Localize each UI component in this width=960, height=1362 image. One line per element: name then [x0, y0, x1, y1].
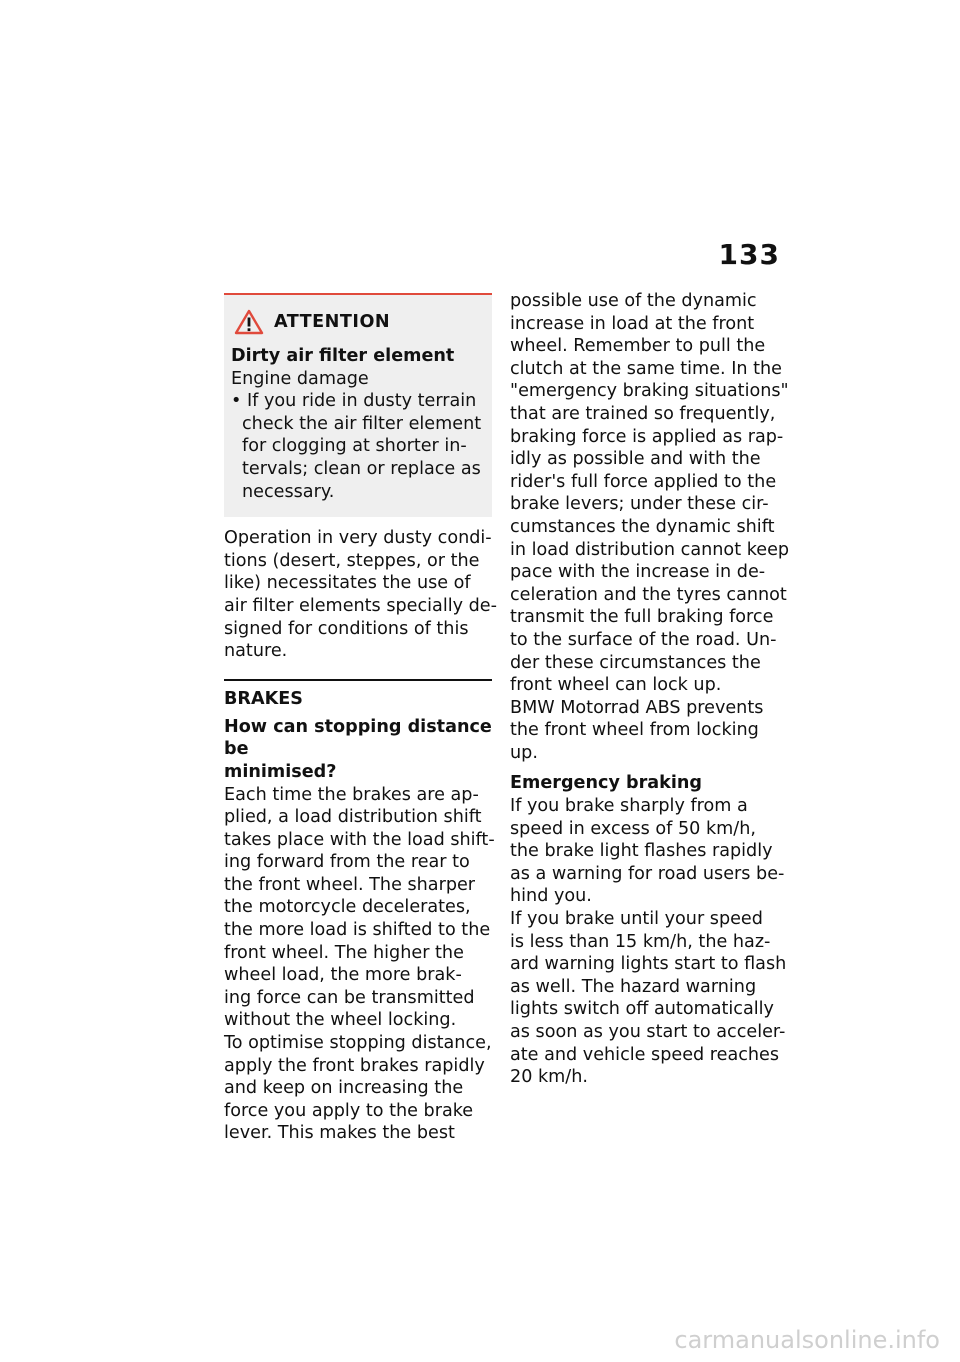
brakes-question [224, 716, 492, 784]
text-line: to the surface of the road. Un- [510, 629, 777, 650]
text-line: Each time the brakes are ap- [224, 784, 479, 805]
text-line: up. [510, 742, 538, 763]
text-line: apply the front brakes rapidly [224, 1055, 485, 1076]
text-line: Operation in very dusty condi- [224, 528, 492, 549]
text-line: transmit the full braking force [510, 607, 774, 628]
text-line: If you brake until your speed [510, 909, 763, 930]
text-line: ing force can be transmitted [224, 987, 475, 1008]
bullet-line: for clogging at shorter in- [242, 436, 467, 457]
text-line: lever. This makes the best [224, 1123, 455, 1144]
text-line: takes place with the load shift- [224, 829, 495, 850]
bullet-line: necessary. [242, 481, 335, 502]
text-line: celeration and the tyres cannot [510, 584, 787, 605]
text-line: force you apply to the brake [224, 1100, 474, 1121]
bullet-line: check the air filter element [242, 413, 482, 434]
emergency-braking-heading: Emergency braking [510, 773, 703, 794]
text-line: without the wheel locking. [224, 1010, 457, 1031]
text-line: braking force is applied as rap- [510, 426, 784, 447]
text-line: hind you. [510, 886, 592, 907]
text-line: speed in excess of 50 km/h, [510, 818, 756, 839]
text-line: the motorcycle decelerates, [224, 897, 471, 918]
brakes-paragraph-1 [224, 784, 495, 1033]
text-line: as a warning for road users be- [510, 863, 785, 884]
text-line: the front wheel. The sharper [224, 874, 476, 895]
page-number: 133 [718, 238, 780, 271]
text-line: BMW Motorrad ABS prevents [510, 697, 764, 718]
text-line: like) necessitates the use of [224, 573, 471, 594]
bullet-line: If you ride in dusty terrain [246, 391, 477, 412]
intro-paragraph [224, 527, 497, 663]
attention-subheading: Engine damage [231, 368, 369, 389]
text-line: is less than 15 km/h, the haz- [510, 931, 771, 952]
subheading-line: How can stopping distance be [224, 716, 492, 760]
text-line: increase in load at the front [510, 313, 755, 334]
text-line: ate and vehicle speed reaches [510, 1044, 780, 1065]
abs-paragraph [510, 697, 778, 765]
attention-box [224, 293, 492, 517]
text-line: plied, a load distribution shift [224, 807, 482, 828]
emergency-paragraph-1 [510, 795, 785, 908]
text-line: the brake light flashes rapidly [510, 841, 773, 862]
text-line: the front wheel from locking [510, 720, 759, 741]
text-line: and keep on increasing the [224, 1078, 464, 1099]
text-line: tions (desert, steppes, or the [224, 550, 480, 571]
attention-bullet [231, 390, 484, 503]
emergency-paragraph-2 [510, 908, 787, 1089]
attention-heading: Dirty air filter element [231, 346, 455, 366]
text-line: as well. The hazard warning [510, 976, 757, 997]
text-line: lights switch off automatically [510, 999, 774, 1020]
attention-title: ATTENTION [274, 312, 391, 332]
warning-triangle-icon [234, 309, 264, 335]
text-line: in load distribution cannot keep [510, 539, 790, 560]
continued-paragraph [510, 290, 790, 697]
text-line: as soon as you start to acceler- [510, 1022, 786, 1042]
bullet-marker: • [231, 391, 242, 412]
text-line: the more load is shifted to the [224, 920, 491, 941]
text-line: brake levers; under these cir- [510, 494, 769, 515]
text-line: To optimise stopping distance, [224, 1033, 492, 1054]
text-line: front wheel. The higher the [224, 942, 464, 963]
text-line: wheel. Remember to pull the [510, 336, 766, 357]
text-line: "emergency braking situations" [510, 381, 789, 402]
section-title-brakes: BRAKES [224, 688, 303, 709]
text-line: signed for conditions of this [224, 618, 469, 639]
text-line: idly as possible and with the [510, 449, 761, 470]
watermark: carmanualsonline.info [674, 1326, 940, 1354]
brakes-paragraph-2 [224, 1032, 492, 1145]
text-line: 20 km/h. [510, 1067, 588, 1088]
left-column [224, 293, 497, 1145]
section-divider [224, 679, 492, 681]
text-line: ard warning lights start to flash [510, 954, 787, 975]
text-line: rider's full force applied to the [510, 471, 777, 492]
bullet-line: tervals; clean or replace as [242, 458, 481, 479]
text-line: front wheel can lock up. [510, 675, 722, 696]
text-line: ing forward from the rear to [224, 852, 470, 873]
text-line: that are trained so frequently, [510, 403, 776, 424]
attention-header [231, 309, 484, 335]
text-line: If you brake sharply from a [510, 796, 748, 817]
text-line: clutch at the same time. In the [510, 358, 783, 379]
text-line: cumstances the dynamic shift [510, 516, 775, 537]
text-line: possible use of the dynamic [510, 291, 757, 311]
text-line: wheel load, the more brak- [224, 965, 462, 986]
subheading-line: minimised? [224, 761, 337, 782]
text-line: air filter elements specially de- [224, 595, 497, 616]
text-line: nature. [224, 641, 288, 662]
text-line: pace with the increase in de- [510, 562, 766, 583]
right-column [510, 290, 790, 1089]
text-line: der these circumstances the [510, 652, 761, 673]
